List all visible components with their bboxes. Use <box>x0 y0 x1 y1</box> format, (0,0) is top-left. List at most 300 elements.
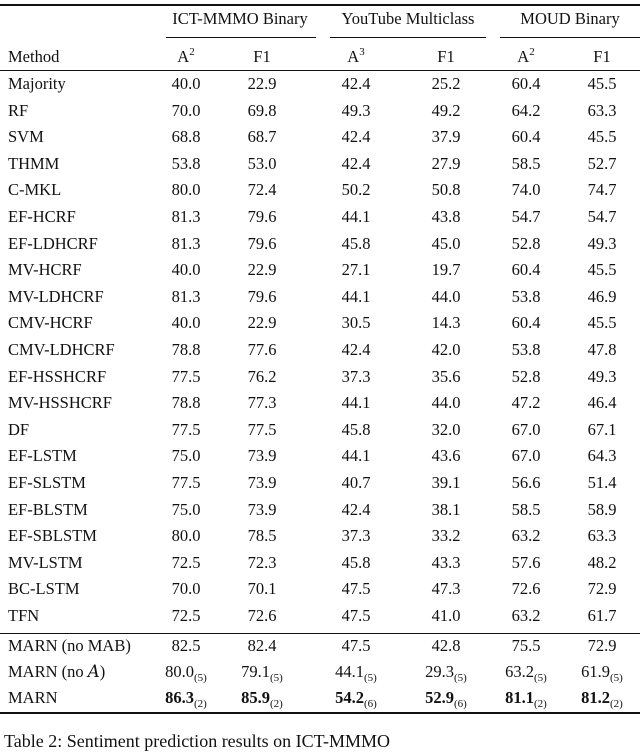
table-cell <box>512 446 541 466</box>
table-cell <box>248 579 277 599</box>
table-cell <box>172 526 201 546</box>
table-cell <box>512 367 541 387</box>
cell-value: 40.0 <box>171 74 201 93</box>
table-cell <box>172 127 201 147</box>
cell-value: 54.2 <box>335 688 365 707</box>
table-cell <box>342 313 371 333</box>
table-cell <box>172 101 201 121</box>
table-cell <box>432 473 461 493</box>
table-cell <box>342 420 371 440</box>
metric-header <box>253 47 270 67</box>
cell-value: 45.8 <box>341 419 371 439</box>
row-method-suffix: ) <box>99 662 106 681</box>
cell-value: 45.8 <box>341 552 371 572</box>
cell-value: 45.5 <box>587 260 617 280</box>
cell-value: 49.3 <box>587 366 617 386</box>
cell-value: 44.0 <box>431 286 461 306</box>
row-method-label: EF-SBLSTM <box>8 526 97 546</box>
table-cell <box>172 207 201 227</box>
table-cell <box>248 446 277 466</box>
cell-value: 42.4 <box>341 499 371 519</box>
cell-value: 52.7 <box>587 153 617 173</box>
metric-header-label: A <box>347 47 360 66</box>
cell-value: 73.9 <box>247 473 277 492</box>
row-method <box>8 340 115 360</box>
cell-value: 63.3 <box>587 100 617 120</box>
cell-value: 63.2 <box>511 606 541 625</box>
cell-value: 47.5 <box>341 606 371 625</box>
cell-value: 42.4 <box>341 153 371 173</box>
cell-value: 44.1 <box>335 662 365 681</box>
cell-value: 54.7 <box>587 207 617 226</box>
row-method <box>8 367 106 387</box>
table-cell <box>581 688 623 708</box>
table-cell <box>432 579 461 599</box>
cell-value: 79.6 <box>247 233 277 253</box>
table-cell <box>588 446 617 466</box>
cell-value: 60.4 <box>511 313 541 333</box>
row-method <box>8 234 98 254</box>
group-rule-youtube <box>330 37 486 38</box>
cell-value: 22.9 <box>247 260 277 280</box>
table-bottom-rule <box>0 712 640 714</box>
cell-value: 48.2 <box>587 552 617 572</box>
table-cell <box>512 553 541 573</box>
table-cell <box>512 101 541 121</box>
table-cell <box>588 526 617 546</box>
cell-value: 60.4 <box>511 127 541 147</box>
cell-value: 47.8 <box>587 340 617 359</box>
row-method <box>8 74 66 94</box>
metric-header <box>517 47 534 67</box>
row-method-label: EF-LSTM <box>8 446 77 466</box>
row-method <box>8 500 88 520</box>
table-cell <box>248 154 277 174</box>
cell-rank: (2) <box>534 698 547 710</box>
cell-value: 58.5 <box>511 153 541 173</box>
table-cell <box>172 553 201 573</box>
cell-value: 63.3 <box>587 526 617 546</box>
cell-value: 22.9 <box>247 74 277 93</box>
cell-value: 58.5 <box>511 499 541 519</box>
cell-value: 67.0 <box>511 419 541 439</box>
table-cell <box>432 446 461 466</box>
table-cell <box>342 579 371 599</box>
table-cell <box>432 101 461 121</box>
cell-value: 70.0 <box>171 100 201 120</box>
cell-value: 60.4 <box>511 260 541 280</box>
cell-value: 40.0 <box>171 260 201 280</box>
cell-value: 86.3 <box>165 688 195 707</box>
table-cell <box>432 553 461 573</box>
table-cell <box>172 636 201 656</box>
cell-rank: (6) <box>364 698 377 710</box>
table-cell <box>248 473 277 493</box>
cell-value: 61.7 <box>587 606 617 625</box>
table-cell <box>432 636 461 656</box>
cell-value: 43.8 <box>431 207 461 226</box>
row-method <box>8 420 29 440</box>
table-cell <box>172 74 201 94</box>
table-cell <box>432 207 461 227</box>
table-cell <box>512 340 541 360</box>
cell-value: 74.7 <box>587 180 617 200</box>
cell-value: 37.3 <box>341 366 371 386</box>
table-cell <box>335 688 377 708</box>
table-cell <box>248 313 277 333</box>
cell-value: 47.2 <box>511 393 541 413</box>
cell-value: 72.5 <box>171 606 201 625</box>
table-cell <box>342 234 371 254</box>
cell-value: 72.5 <box>171 552 201 572</box>
table-cell <box>588 154 617 174</box>
row-method-label: CMV-HCRF <box>8 313 93 333</box>
table-cell <box>432 367 461 387</box>
cell-rank: (6) <box>454 698 467 710</box>
row-method-label: EF-BLSTM <box>8 499 88 519</box>
metric-header-label: A <box>177 47 190 66</box>
table-cell <box>342 127 371 147</box>
cell-value: 51.4 <box>587 473 617 492</box>
table-cell <box>432 420 461 440</box>
table-cell <box>342 154 371 174</box>
cell-value: 45.5 <box>587 313 617 333</box>
group-header-youtube: YouTube Multiclass <box>341 9 475 28</box>
table-cell <box>432 526 461 546</box>
table-cell <box>588 313 617 333</box>
table-cell <box>512 636 541 656</box>
table-cell <box>248 367 277 387</box>
cell-value: 30.5 <box>341 313 371 333</box>
cell-value: 72.9 <box>587 579 617 599</box>
cell-value: 52.8 <box>511 233 541 253</box>
cell-value: 63.2 <box>505 662 535 681</box>
table-cell <box>505 662 547 682</box>
table-cell <box>588 367 617 387</box>
table-cell <box>588 579 617 599</box>
row-method <box>8 553 83 573</box>
table-cell <box>588 287 617 307</box>
table-cell <box>172 500 201 520</box>
cell-value: 58.9 <box>587 499 617 519</box>
table-cell <box>512 606 541 626</box>
row-method-label: MV-HCRF <box>8 260 82 280</box>
table-cell <box>165 662 207 682</box>
table-cell <box>432 606 461 626</box>
table-cell <box>248 526 277 546</box>
group-header-moud: MOUD Binary <box>520 9 620 28</box>
cell-value: 68.8 <box>171 127 201 147</box>
row-method <box>8 446 77 466</box>
cell-value: 77.5 <box>171 419 201 439</box>
table-cell <box>342 500 371 520</box>
table-cell <box>342 636 371 656</box>
cell-value: 73.9 <box>247 499 277 519</box>
cell-value: 75.0 <box>171 446 201 466</box>
table-cell <box>505 688 547 708</box>
cell-value: 44.1 <box>341 286 371 306</box>
table-cell <box>581 662 623 682</box>
table-cell <box>248 207 277 227</box>
table-cell <box>512 287 541 307</box>
row-method <box>8 287 104 307</box>
cell-rank: (5) <box>454 672 467 684</box>
row-method-label: TFN <box>8 606 40 625</box>
metric-header-superscript: 2 <box>529 46 535 58</box>
table-cell <box>342 74 371 94</box>
table-cell <box>588 127 617 147</box>
table-cell <box>241 688 283 708</box>
cell-value: 79.6 <box>247 286 277 306</box>
cell-rank: (2) <box>194 698 207 710</box>
cell-value: 57.6 <box>511 552 541 572</box>
table-cell <box>248 101 277 121</box>
row-method <box>8 207 76 227</box>
table-cell <box>342 207 371 227</box>
table-cell <box>172 260 201 280</box>
table-cell <box>165 688 207 708</box>
row-method-label: THMM <box>8 153 60 173</box>
cell-value: 78.8 <box>171 340 201 359</box>
table-cell <box>588 393 617 413</box>
table-cell <box>172 340 201 360</box>
table-cell <box>342 101 371 121</box>
row-method-label: CMV-LDHCRF <box>8 340 115 359</box>
cell-value: 77.3 <box>247 393 277 413</box>
cell-value: 75.5 <box>511 636 541 655</box>
cell-value: 82.5 <box>171 636 201 655</box>
cell-value: 46.9 <box>587 286 617 306</box>
cell-value: 25.2 <box>431 74 461 93</box>
row-method <box>8 101 28 121</box>
table-cell <box>588 340 617 360</box>
table-cell <box>512 473 541 493</box>
row-method-label: RF <box>8 100 29 120</box>
row-method-label: EF-HSSHCRF <box>8 366 107 386</box>
table-cell <box>588 606 617 626</box>
cell-value: 27.9 <box>431 153 461 173</box>
table-cell <box>248 74 277 94</box>
group-rule-moud <box>500 37 640 38</box>
table-cell <box>248 606 277 626</box>
cell-value: 81.3 <box>171 207 201 226</box>
table-cell <box>432 500 461 520</box>
table-cell <box>241 662 283 682</box>
table-cell <box>588 207 617 227</box>
cell-value: 72.6 <box>247 606 277 625</box>
cell-value: 45.0 <box>431 233 461 253</box>
metric-header-superscript: 3 <box>359 46 365 58</box>
cell-value: 53.8 <box>171 153 201 173</box>
table-cell <box>172 446 201 466</box>
metric-header-label: A <box>517 47 530 66</box>
table-cell <box>512 526 541 546</box>
cell-value: 44.1 <box>341 446 371 466</box>
cell-value: 61.9 <box>581 662 611 681</box>
metric-header-label: F1 <box>593 47 611 66</box>
table-cell <box>432 180 461 200</box>
table-top-rule <box>0 4 640 6</box>
cell-value: 19.7 <box>431 260 461 280</box>
cell-value: 85.9 <box>241 688 271 707</box>
cell-value: 80.0 <box>171 180 201 200</box>
cell-value: 46.4 <box>587 393 617 413</box>
cell-value: 81.2 <box>581 688 611 707</box>
table-cell <box>172 606 201 626</box>
row-method <box>8 180 61 200</box>
cell-value: 79.6 <box>247 207 277 226</box>
table-cell <box>432 234 461 254</box>
metric-header <box>593 47 610 67</box>
table-cell <box>512 234 541 254</box>
cell-value: 78.8 <box>171 393 201 413</box>
cell-value: 80.0 <box>165 662 195 681</box>
cell-value: 53.8 <box>511 340 541 359</box>
cell-value: 78.5 <box>247 526 277 546</box>
cell-value: 42.8 <box>431 636 461 655</box>
table-cell <box>588 500 617 520</box>
table-cell <box>248 234 277 254</box>
row-method-label: MARN (no <box>8 662 88 681</box>
table-cell <box>248 500 277 520</box>
cell-value: 50.8 <box>431 180 461 200</box>
cell-value: 53.8 <box>511 286 541 306</box>
cell-value: 80.0 <box>171 526 201 546</box>
table-cell <box>172 420 201 440</box>
table-cell <box>342 526 371 546</box>
table-cell <box>425 662 467 682</box>
row-method <box>8 688 58 708</box>
cell-rank: (5) <box>610 672 623 684</box>
row-method <box>8 606 39 626</box>
cell-value: 44.1 <box>341 393 371 413</box>
row-method <box>8 154 59 174</box>
cell-value: 32.0 <box>431 419 461 439</box>
row-method-label: MV-LSTM <box>8 552 83 572</box>
cell-value: 43.3 <box>431 552 461 572</box>
row-method <box>8 579 80 599</box>
cell-value: 40.0 <box>171 313 201 333</box>
cell-value: 69.8 <box>247 100 277 120</box>
cell-value: 81.3 <box>171 286 201 306</box>
table-cell <box>172 287 201 307</box>
table-cell <box>248 553 277 573</box>
table-cell <box>248 127 277 147</box>
table-cell <box>512 127 541 147</box>
cell-value: 39.1 <box>431 473 461 492</box>
cell-value: 77.5 <box>171 366 201 386</box>
group-header-ict-mmmo: ICT-MMMO Binary <box>172 9 308 28</box>
cell-value: 56.6 <box>511 473 541 492</box>
table-cell <box>172 473 201 493</box>
cell-value: 38.1 <box>431 499 461 519</box>
table-cell <box>342 287 371 307</box>
table-cell <box>432 74 461 94</box>
metric-header <box>177 47 194 67</box>
row-method <box>8 127 44 147</box>
cell-value: 49.2 <box>431 100 461 120</box>
cell-value: 52.9 <box>425 688 455 707</box>
cell-value: 70.0 <box>171 579 201 599</box>
table-cell <box>248 420 277 440</box>
row-method-label: BC-LSTM <box>8 579 80 599</box>
row-method <box>8 313 93 333</box>
row-method-label: C-MKL <box>8 180 62 200</box>
ablation-separator-rule <box>0 633 640 634</box>
row-method-label: EF-HCRF <box>8 207 76 226</box>
table-cell <box>248 636 277 656</box>
cell-value: 42.0 <box>431 340 461 359</box>
table-cell <box>432 154 461 174</box>
metric-header <box>347 47 364 67</box>
table-cell <box>248 180 277 200</box>
cell-value: 73.9 <box>247 446 277 466</box>
header-separator-rule <box>0 70 640 71</box>
row-method <box>8 636 131 656</box>
cell-value: 49.3 <box>587 233 617 253</box>
cell-value: 14.3 <box>431 313 461 333</box>
cell-value: 72.6 <box>511 579 541 599</box>
cell-value: 77.5 <box>171 473 201 492</box>
table-cell <box>342 446 371 466</box>
table-cell <box>588 180 617 200</box>
table-cell <box>512 154 541 174</box>
table-cell <box>172 313 201 333</box>
table-cell <box>432 340 461 360</box>
row-method-label: EF-LDHCRF <box>8 233 98 253</box>
table-cell <box>248 393 277 413</box>
row-method <box>8 662 105 682</box>
row-method-label: MV-LDHCRF <box>8 286 104 306</box>
table-cell <box>172 180 201 200</box>
cell-value: 45.8 <box>341 233 371 253</box>
metric-header <box>437 47 454 67</box>
cell-value: 40.7 <box>341 473 371 492</box>
table-cell <box>588 420 617 440</box>
cell-value: 44.1 <box>341 207 371 226</box>
table-cell <box>172 579 201 599</box>
cell-rank: (5) <box>194 672 207 684</box>
table-cell <box>248 340 277 360</box>
row-method-label: MARN (no MAB) <box>8 636 131 655</box>
row-method <box>8 473 86 493</box>
cell-value: 63.2 <box>511 526 541 546</box>
table-cell <box>342 367 371 387</box>
metric-header-label: F1 <box>437 47 455 66</box>
row-method-label: EF-SLSTM <box>8 473 86 492</box>
cell-value: 43.6 <box>431 446 461 466</box>
cell-rank: (5) <box>364 672 377 684</box>
table-cell <box>512 313 541 333</box>
row-method-label: MARN <box>8 688 58 707</box>
row-method <box>8 393 112 413</box>
cell-value: 77.5 <box>247 419 277 439</box>
cell-value: 54.7 <box>511 207 541 226</box>
table-cell <box>588 234 617 254</box>
table-cell <box>588 473 617 493</box>
table-cell <box>248 260 277 280</box>
cell-rank: (5) <box>534 672 547 684</box>
table-cell <box>335 662 377 682</box>
table-cell <box>425 688 467 708</box>
table-cell <box>588 74 617 94</box>
cell-value: 64.3 <box>587 446 617 466</box>
table-cell <box>588 101 617 121</box>
cell-value: 79.1 <box>241 662 271 681</box>
row-method-label: Majority <box>8 74 66 93</box>
cell-value: 42.4 <box>341 340 371 359</box>
metric-header-label: F1 <box>253 47 271 66</box>
